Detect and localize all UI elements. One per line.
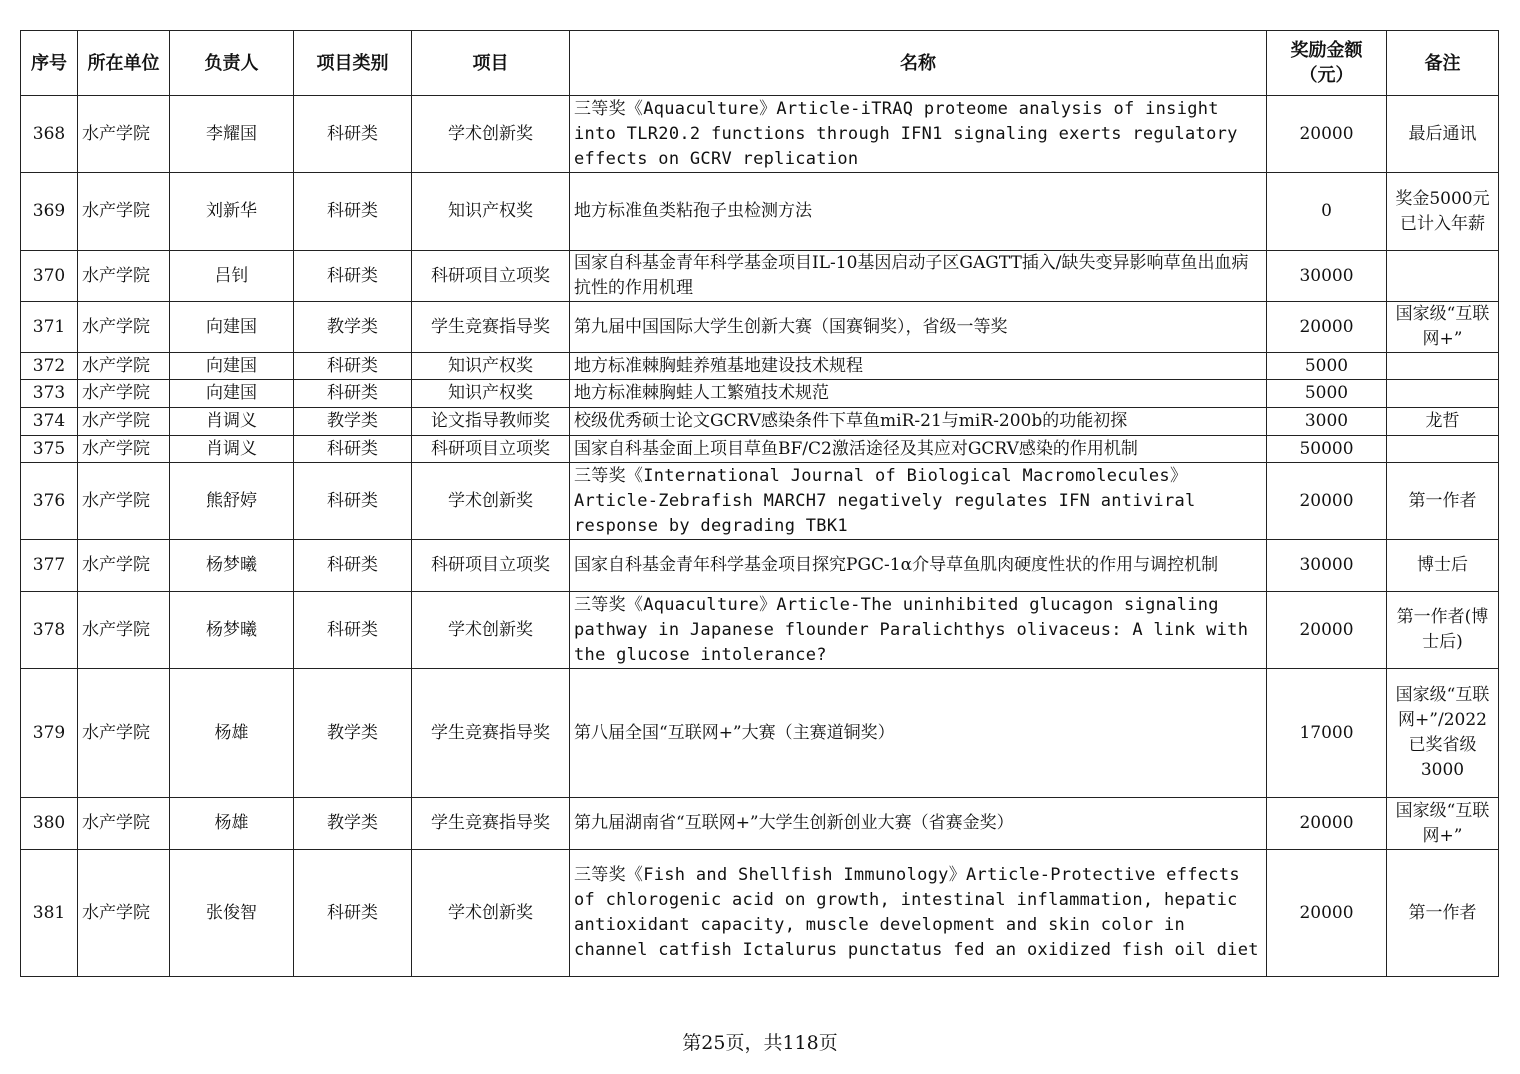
cell-no: 376 <box>21 463 78 540</box>
cell-no: 370 <box>21 251 78 302</box>
cell-category: 科研类 <box>294 251 412 302</box>
cell-title: 第八届全国“互联网+”大赛（主赛道铜奖） <box>570 669 1267 798</box>
cell-note: 奖金5000元已计入年薪 <box>1387 173 1499 251</box>
cell-amount: 30000 <box>1267 540 1387 592</box>
cell-no: 371 <box>21 302 78 353</box>
cell-note: 博士后 <box>1387 540 1499 592</box>
table-row <box>21 380 1499 408</box>
cell-amount: 20000 <box>1267 96 1387 173</box>
cell-unit: 水产学院 <box>78 173 170 251</box>
table-row <box>21 592 1499 669</box>
cell-note <box>1387 353 1499 380</box>
header-cell-amount: 奖励金额（元） <box>1267 31 1387 96</box>
cell-project: 学术创新奖 <box>412 96 570 173</box>
table-row <box>21 173 1499 251</box>
cell-category: 科研类 <box>294 380 412 408</box>
cell-category: 科研类 <box>294 353 412 380</box>
cell-project: 科研项目立项奖 <box>412 540 570 592</box>
cell-unit: 水产学院 <box>78 408 170 436</box>
cell-note: 第一作者 <box>1387 850 1499 977</box>
cell-title: 国家自科基金青年科学基金项目探究PGC-1α介导草鱼肌肉硬度性状的作用与调控机制 <box>570 540 1267 592</box>
cell-person: 吕钊 <box>170 251 294 302</box>
header-cell-no: 序号 <box>21 31 78 96</box>
cell-amount: 20000 <box>1267 592 1387 669</box>
table-row <box>21 408 1499 436</box>
cell-title: 三等奖《Aquaculture》Article-iTRAQ proteome analysis of insight into TLR20.2 functions through IFN1 signaling exerts regulatory effects on GCRV replication <box>570 96 1267 173</box>
cell-title: 国家自科基金面上项目草鱼BF/C2激活途径及其应对GCRV感染的作用机制 <box>570 436 1267 463</box>
table-row <box>21 436 1499 463</box>
cell-unit: 水产学院 <box>78 251 170 302</box>
table-row <box>21 540 1499 592</box>
cell-note <box>1387 436 1499 463</box>
table-row <box>21 302 1499 353</box>
cell-amount: 20000 <box>1267 850 1387 977</box>
cell-note: 国家级“互联网+” <box>1387 302 1499 353</box>
cell-amount: 50000 <box>1267 436 1387 463</box>
cell-unit: 水产学院 <box>78 380 170 408</box>
header-cell-unit: 所在单位 <box>78 31 170 96</box>
cell-note: 第一作者 <box>1387 463 1499 540</box>
cell-title: 地方标准棘胸蛙人工繁殖技术规范 <box>570 380 1267 408</box>
table-row <box>21 96 1499 173</box>
table-row <box>21 850 1499 977</box>
table-row <box>21 463 1499 540</box>
cell-no: 372 <box>21 353 78 380</box>
cell-no: 381 <box>21 850 78 977</box>
cell-note: 国家级“互联网+”/2022已奖省级3000 <box>1387 669 1499 798</box>
cell-unit: 水产学院 <box>78 436 170 463</box>
cell-no: 375 <box>21 436 78 463</box>
cell-unit: 水产学院 <box>78 463 170 540</box>
cell-project: 学生竞赛指导奖 <box>412 669 570 798</box>
cell-title: 地方标准棘胸蛙养殖基地建设技术规程 <box>570 353 1267 380</box>
cell-title: 第九届中国国际大学生创新大赛（国赛铜奖），省级一等奖 <box>570 302 1267 353</box>
cell-category: 科研类 <box>294 850 412 977</box>
cell-amount: 3000 <box>1267 408 1387 436</box>
cell-category: 科研类 <box>294 96 412 173</box>
awards-table <box>20 30 1499 977</box>
cell-category: 科研类 <box>294 173 412 251</box>
cell-title: 三等奖《Aquaculture》Article-The uninhibited glucagon signaling pathway in Japanese flounder Paralichthys olivaceus: A link with the glucose intolerance? <box>570 592 1267 669</box>
cell-no: 378 <box>21 592 78 669</box>
header-row <box>21 31 1499 96</box>
cell-project: 论文指导教师奖 <box>412 408 570 436</box>
cell-person: 刘新华 <box>170 173 294 251</box>
table-row <box>21 251 1499 302</box>
cell-unit: 水产学院 <box>78 302 170 353</box>
cell-person: 杨雄 <box>170 798 294 850</box>
cell-person: 李耀国 <box>170 96 294 173</box>
cell-title: 三等奖《International Journal of Biological Macromolecules》Article-Zebrafish MARCH7 negatively regulates IFN antiviral response by degrading TBK1 <box>570 463 1267 540</box>
cell-person: 肖调义 <box>170 436 294 463</box>
cell-amount: 30000 <box>1267 251 1387 302</box>
table-row <box>21 798 1499 850</box>
cell-amount: 17000 <box>1267 669 1387 798</box>
cell-category: 教学类 <box>294 798 412 850</box>
cell-project: 科研项目立项奖 <box>412 251 570 302</box>
table-row <box>21 353 1499 380</box>
header-cell-category: 项目类别 <box>294 31 412 96</box>
cell-person: 杨雄 <box>170 669 294 798</box>
cell-category: 科研类 <box>294 540 412 592</box>
cell-unit: 水产学院 <box>78 353 170 380</box>
cell-note: 最后通讯 <box>1387 96 1499 173</box>
cell-amount: 20000 <box>1267 463 1387 540</box>
cell-category: 科研类 <box>294 592 412 669</box>
cell-no: 380 <box>21 798 78 850</box>
cell-no: 377 <box>21 540 78 592</box>
cell-note: 第一作者(博士后) <box>1387 592 1499 669</box>
header-cell-person: 负责人 <box>170 31 294 96</box>
cell-project: 科研项目立项奖 <box>412 436 570 463</box>
cell-project: 学生竞赛指导奖 <box>412 302 570 353</box>
cell-project: 学生竞赛指导奖 <box>412 798 570 850</box>
cell-person: 杨梦曦 <box>170 592 294 669</box>
cell-category: 教学类 <box>294 669 412 798</box>
cell-project: 学术创新奖 <box>412 463 570 540</box>
cell-unit: 水产学院 <box>78 96 170 173</box>
header-cell-project: 项目 <box>412 31 570 96</box>
cell-category: 教学类 <box>294 408 412 436</box>
cell-title: 第九届湖南省“互联网+”大学生创新创业大赛（省赛金奖） <box>570 798 1267 850</box>
cell-title: 校级优秀硕士论文GCRV感染条件下草鱼miR-21与miR-200b的功能初探 <box>570 408 1267 436</box>
cell-note: 国家级“互联网+” <box>1387 798 1499 850</box>
cell-person: 肖调义 <box>170 408 294 436</box>
cell-person: 向建国 <box>170 302 294 353</box>
cell-title: 三等奖《Fish and Shellfish Immunology》Article-Protective effects of chlorogenic acid on growth, intestinal inflammation, hepatic antioxidant capacity, muscle development and skin color in channel catfish Ictalurus punctatus fed an oxidized fish oil diet <box>570 850 1267 977</box>
cell-person: 杨梦曦 <box>170 540 294 592</box>
cell-unit: 水产学院 <box>78 592 170 669</box>
header-cell-title: 名称 <box>570 31 1267 96</box>
cell-project: 学术创新奖 <box>412 592 570 669</box>
cell-person: 张俊智 <box>170 850 294 977</box>
cell-no: 379 <box>21 669 78 798</box>
cell-project: 知识产权奖 <box>412 353 570 380</box>
cell-project: 知识产权奖 <box>412 380 570 408</box>
cell-category: 教学类 <box>294 302 412 353</box>
cell-no: 369 <box>21 173 78 251</box>
cell-project: 学术创新奖 <box>412 850 570 977</box>
cell-no: 374 <box>21 408 78 436</box>
cell-note <box>1387 380 1499 408</box>
cell-unit: 水产学院 <box>78 540 170 592</box>
cell-amount: 5000 <box>1267 353 1387 380</box>
cell-title: 地方标准鱼类粘孢子虫检测方法 <box>570 173 1267 251</box>
cell-person: 熊舒婷 <box>170 463 294 540</box>
cell-unit: 水产学院 <box>78 798 170 850</box>
cell-category: 科研类 <box>294 436 412 463</box>
cell-note: 龙哲 <box>1387 408 1499 436</box>
cell-unit: 水产学院 <box>78 850 170 977</box>
cell-person: 向建国 <box>170 380 294 408</box>
cell-no: 373 <box>21 380 78 408</box>
cell-unit: 水产学院 <box>78 669 170 798</box>
header-cell-note: 备注 <box>1387 31 1499 96</box>
cell-category: 科研类 <box>294 463 412 540</box>
cell-no: 368 <box>21 96 78 173</box>
table-row <box>21 669 1499 798</box>
cell-title: 国家自科基金青年科学基金项目IL-10基因启动子区GAGTT插入/缺失变异影响草鱼出血病抗性的作用机理 <box>570 251 1267 302</box>
cell-amount: 20000 <box>1267 798 1387 850</box>
cell-note <box>1387 251 1499 302</box>
cell-person: 向建国 <box>170 353 294 380</box>
page-footer: 第25页，共118页 <box>682 1032 838 1054</box>
cell-amount: 20000 <box>1267 302 1387 353</box>
cell-amount: 5000 <box>1267 380 1387 408</box>
cell-amount: 0 <box>1267 173 1387 251</box>
cell-project: 知识产权奖 <box>412 173 570 251</box>
